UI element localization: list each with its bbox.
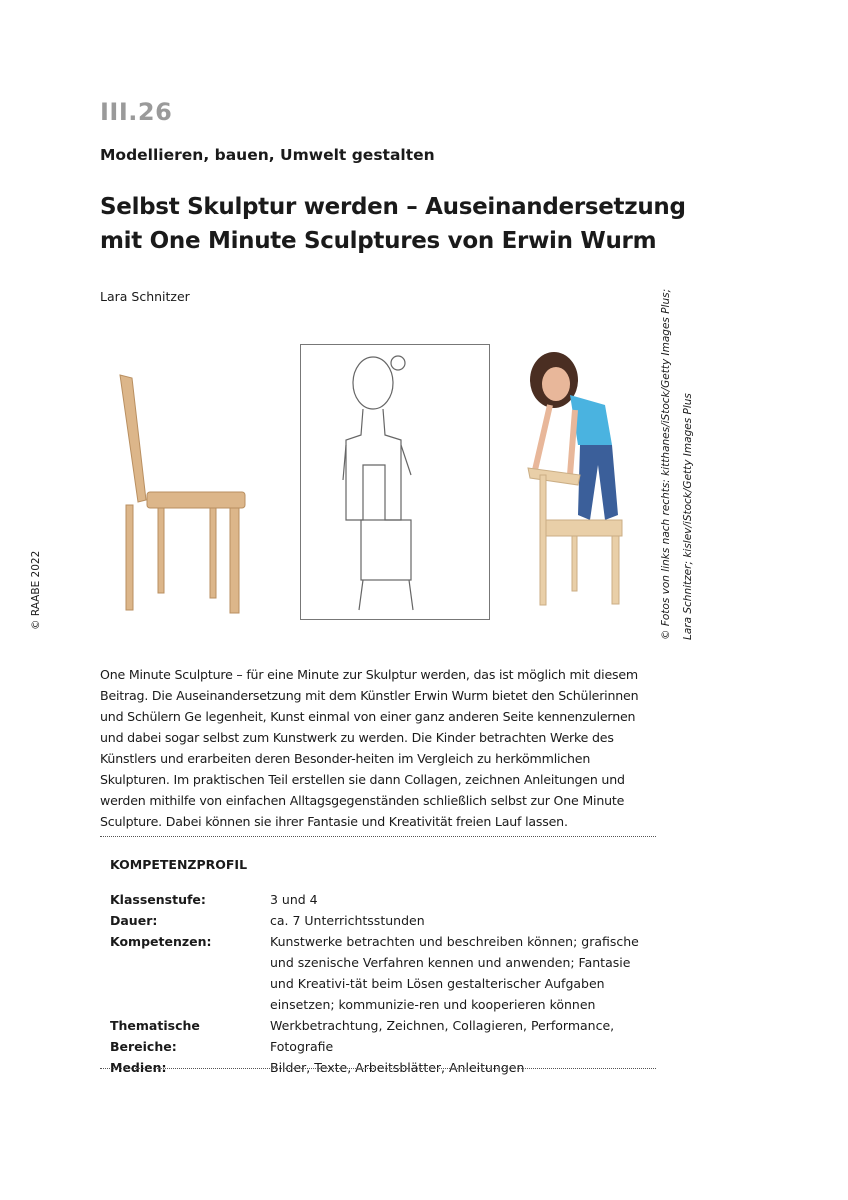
profile-row xyxy=(110,910,650,931)
profile-key: Medien: xyxy=(110,1060,167,1075)
profile-value: 3 und 4 xyxy=(270,892,318,907)
profile-key: Kompetenzen: xyxy=(110,934,212,949)
divider-bottom xyxy=(100,1068,656,1069)
child-drawing xyxy=(300,344,490,620)
page-title xyxy=(100,190,686,258)
photo-credit xyxy=(655,289,699,640)
profile-key: Thematische Bereiche: xyxy=(110,1018,200,1054)
profile-key: Dauer: xyxy=(110,913,158,928)
profile-heading: KOMPETENZPROFIL xyxy=(110,857,248,872)
profile-key: Klassenstufe: xyxy=(110,892,206,907)
profile-value: Kunstwerke betrachten und beschreiben können; grafische und szenische Verfahren kennen und anwenden; Fantasie und Kreativi-tät beim Lösen gestalterischer Aufgaben einsetzen; kommunizie-ren und kooperieren können xyxy=(270,934,639,1012)
girl-on-chair-photo xyxy=(520,350,630,610)
profile-value: Werkbetrachtung, Zeichnen, Collagieren, Performance, Fotografie xyxy=(270,1018,615,1054)
title-line-1: Selbst Skulptur werden – Auseinandersetzung xyxy=(100,194,686,220)
credit-line-1: © Fotos von links nach rechts: kitthanes/iStock/Getty Images Plus; xyxy=(660,288,672,640)
title-line-2: mit One Minute Sculptures von Erwin Wurm xyxy=(100,228,657,254)
profile-row xyxy=(110,931,650,1015)
profile-row xyxy=(110,889,650,910)
chair-photo xyxy=(110,370,250,615)
competence-profile xyxy=(110,857,650,1078)
intro-paragraph xyxy=(100,664,660,832)
copyright-note: © RAABE 2022 xyxy=(30,550,42,630)
intro-text: One Minute Sculpture – für eine Minute zur Skulptur werden, das ist möglich mit diesem Beitrag. Die Auseinandersetzung mit dem Künstler Erwin Wurm bietet den Schülerinnen und Schülern Ge legenheit, Kunst einmal von einer ganz anderen Seite kennenzulernen und dabei sogar selbst zum Kunstwerk zu werden. Die Kinder betrachten Werke des Künstlers und erarbeiten deren Besonder-heiten im Vergleich zu herkömmlichen Skulpturen. Im praktischen Teil erstellen sie dann Collagen, zeichnen Anleitungen und werden mithilfe von einfachen Alltagsgegenständen schließlich selbst zur One Minute Sculpture. Dabei können sie ihrer Fantasie und Kreativität freien Lauf lassen. xyxy=(100,667,639,829)
credit-line-2: Lara Schnitzer; kislev/iStock/Getty Images Plus xyxy=(682,393,694,640)
author: Lara Schnitzer xyxy=(100,289,190,304)
chapter-number: III.26 xyxy=(100,98,173,126)
section-subtitle: Modellieren, bauen, Umwelt gestalten xyxy=(100,146,435,164)
profile-value: ca. 7 Unterrichtsstunden xyxy=(270,913,425,928)
divider-top xyxy=(100,836,656,837)
profile-row xyxy=(110,1015,650,1057)
profile-value: Bilder, Texte, Arbeitsblätter, Anleitungen xyxy=(270,1060,525,1075)
